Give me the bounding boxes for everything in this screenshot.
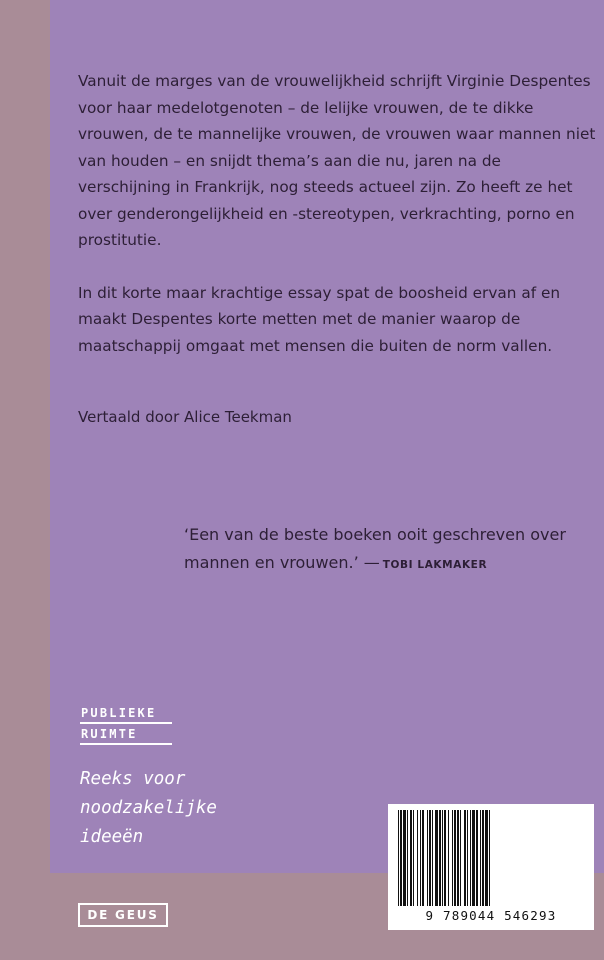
barcode-bar: [454, 810, 456, 906]
barcode-bar: [464, 810, 466, 906]
barcode-bar: [457, 810, 459, 906]
quote-text: ‘Een van de beste boeken ooit geschreven over mannen en vrouwen.’ —: [184, 525, 566, 572]
series-tagline: [80, 765, 340, 852]
barcode-bar: [407, 810, 408, 906]
quote-attribution: TOBI LAKMAKER: [382, 559, 488, 571]
blurb-paragraph-2: In dit korte maar krachtige essay spat de boosheid ervan af en maakt Despentes korte metten met de manier waarop de maatschappij omgaat met mensen die buiten de norm vallen.: [78, 283, 561, 355]
barcode-bar: [480, 810, 481, 906]
blurb-paragraph-1: Vanuit de marges van de vrouwelijkheid schrijft Virginie Despentes voor haar medelotgenoten – de lelijke vrouwen, de te dikke vrouwen, de te mannelijke vrouwen, de vrouwen waar mannen niet van houden – en snijdt thema’s aan die nu, jaren na de verschijning in Frankrijk, nog steeds actueel zijn. Zo heeft ze het over genderongelijkheid en -stereotypen, verkrachting, porno en prostitutie.: [78, 72, 596, 249]
barcode-bar: [398, 810, 399, 906]
barcode-bar: [432, 810, 433, 906]
barcode-bar: [489, 810, 490, 906]
barcode-bar: [448, 810, 449, 906]
series-tagline-line-1: Reeks voor: [80, 769, 186, 789]
barcode-bar: [403, 810, 406, 906]
barcode-bar: [470, 810, 471, 906]
series-tagline-line-3: ideeën: [80, 827, 144, 847]
barcode-bar: [427, 810, 428, 906]
barcode-bar: [420, 810, 421, 906]
barcode-bar: [452, 810, 453, 906]
barcode-bar: [485, 810, 488, 906]
barcode-bar: [442, 810, 443, 906]
barcode-bar: [400, 810, 402, 906]
barcode: [388, 804, 594, 930]
review-quote: [184, 521, 604, 579]
barcode-bar: [413, 810, 414, 906]
publisher-logo: DE GEUS: [78, 903, 168, 927]
isbn-number: 9 789044 546293: [425, 908, 557, 923]
barcode-bars: [396, 810, 586, 906]
barcode-bar: [410, 810, 412, 906]
barcode-bar: [472, 810, 475, 906]
series-tagline-line-2: noodzakelijke: [80, 798, 217, 818]
barcode-bar: [429, 810, 431, 906]
barcode-bar: [482, 810, 484, 906]
barcode-bar: [417, 810, 418, 906]
series-logo-line-1: PUBLIEKE: [80, 703, 172, 724]
barcode-bar: [439, 810, 441, 906]
series-logo-line-2: RUIMTE: [80, 724, 172, 745]
series-logo: [80, 703, 172, 745]
barcode-bar: [467, 810, 468, 906]
translator-credit: Vertaald door Alice Teekman: [78, 408, 292, 426]
barcode-bar: [444, 810, 446, 906]
barcode-bar: [460, 810, 461, 906]
barcode-bar: [476, 810, 478, 906]
barcode-bar: [435, 810, 438, 906]
blurb: [78, 68, 598, 385]
barcode-bar: [422, 810, 424, 906]
